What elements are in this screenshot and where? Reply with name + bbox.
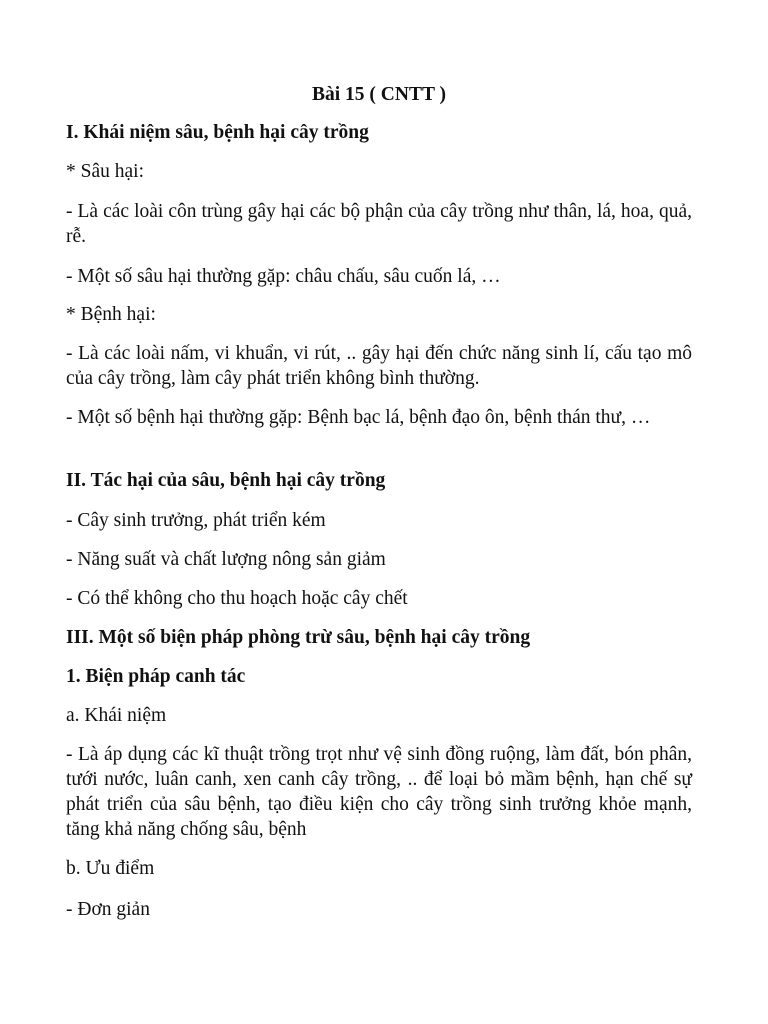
list-item: - Đơn giản	[66, 899, 150, 920]
subsection-heading: 1. Biện pháp canh tác	[66, 666, 246, 687]
paragraph: - Là các loài nấm, vi khuẩn, vi rút, .. gây hại đến chức năng sinh lí, cấu tạo mô của cây trồng, làm cây phát triển không bình thường.	[66, 343, 692, 389]
section-heading-3: III. Một số biện pháp phòng trừ sâu, bệnh hại cây trồng	[66, 627, 531, 648]
paragraph: - Là áp dụng các kĩ thuật trồng trọt như vệ sinh đồng ruộng, làm đất, bón phân, tưới nước, luân canh, xen canh cây trồng, .. để loại bỏ mầm bệnh, hạn chế sự phát triển của sâu bệnh, tạo điều kiện cho cây trồng sinh trưởng khỏe mạnh, tăng khả năng chống sâu, bệnh	[66, 744, 692, 840]
paragraph: - Một số bệnh hại thường gặp: Bệnh bạc lá, bệnh đạo ôn, bệnh thán thư, …	[66, 407, 651, 428]
paragraph: - Một số sâu hại thường gặp: châu chấu, sâu cuốn lá, …	[66, 266, 501, 287]
paragraph: * Bệnh hại:	[66, 304, 156, 325]
list-item: - Có thể không cho thu hoạch hoặc cây chết	[66, 588, 408, 609]
paragraph: a. Khái niệm	[66, 705, 167, 726]
list-item: - Năng suất và chất lượng nông sản giảm	[66, 549, 386, 570]
section-heading-2: II. Tác hại của sâu, bệnh hại cây trồng	[66, 470, 386, 491]
paragraph: b. Ưu điểm	[66, 858, 155, 879]
list-item: - Cây sinh trưởng, phát triển kém	[66, 510, 326, 531]
document-title: Bài 15 ( CNTT )	[312, 84, 446, 105]
paragraph: * Sâu hại:	[66, 161, 144, 182]
paragraph: - Là các loài côn trùng gây hại các bộ phận của cây trồng như thân, lá, hoa, quả, rễ.	[66, 201, 692, 247]
section-heading-1: I. Khái niệm sâu, bệnh hại cây trồng	[66, 122, 369, 143]
